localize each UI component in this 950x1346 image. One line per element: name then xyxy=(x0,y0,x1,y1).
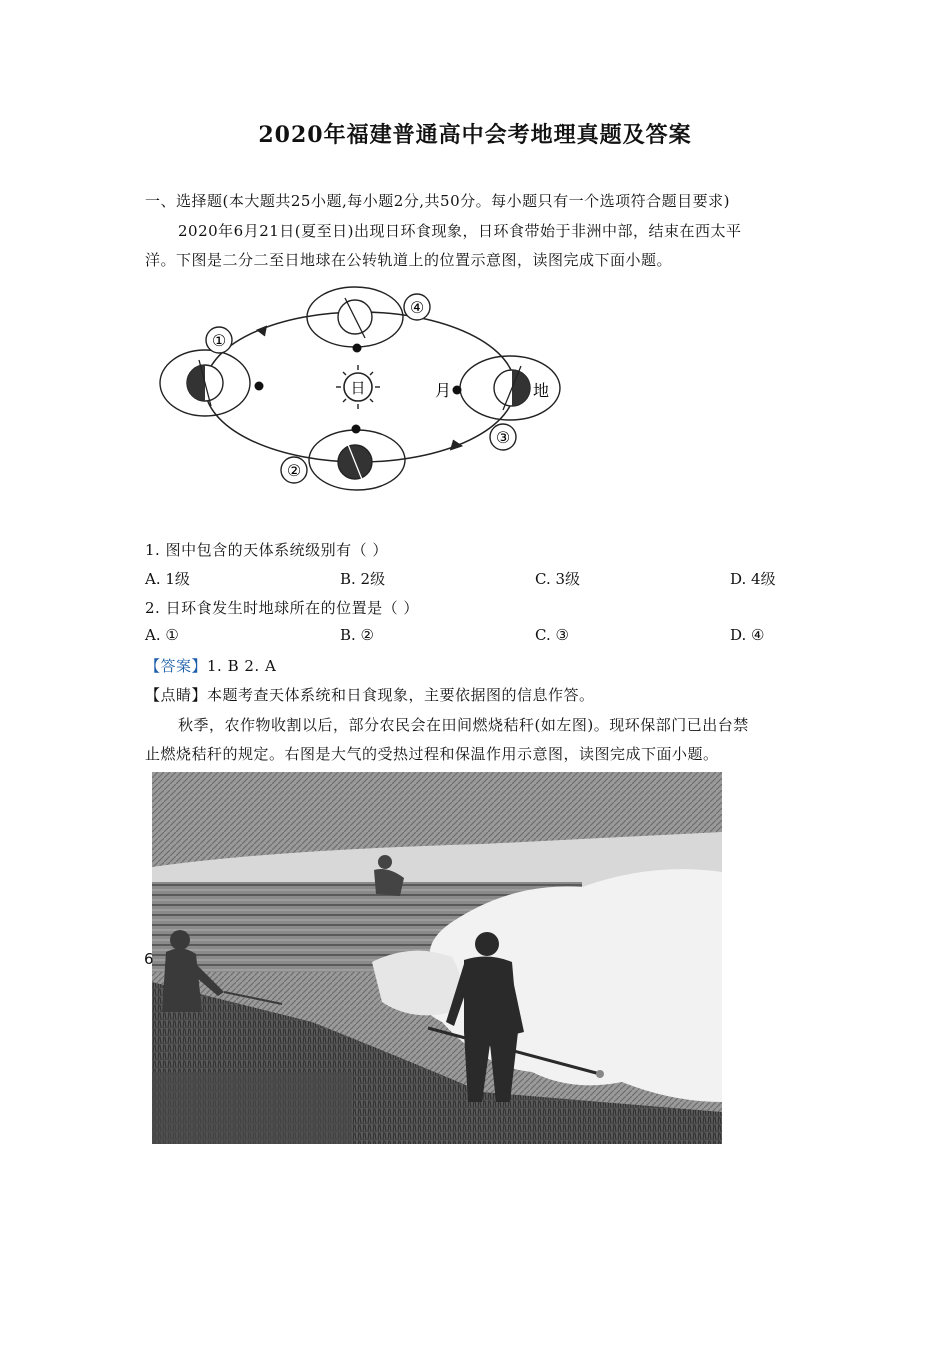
question-2-option-c: C. ③ xyxy=(535,626,569,644)
question-2-option-a: A. ① xyxy=(145,626,179,644)
svg-text:日: 日 xyxy=(350,379,366,397)
position-label-2 xyxy=(281,457,307,483)
section-heading: 一、选择题(本大题共25小题,每小题2分,共50分。每小题只有一个选项符合题目要求) xyxy=(145,192,730,210)
answer-tag: 【答案】 xyxy=(145,657,208,675)
page-title: 2020年福建普通高中会考地理真题及答案 xyxy=(258,122,692,148)
svg-text:①: ① xyxy=(211,331,227,350)
question-1-option-a: A. 1级 xyxy=(145,570,190,588)
moon-dot xyxy=(352,425,361,434)
earth-label: 地 xyxy=(533,381,550,400)
question-2-option-d: D. ④ xyxy=(730,626,765,644)
moon-label: 月 xyxy=(435,381,452,400)
svg-text:④: ④ xyxy=(409,298,425,317)
orbit-arrow-top xyxy=(257,326,267,336)
earth-position-3 xyxy=(435,356,560,420)
comment-text: 本题考查天体系统和日食现象，主要依据图的信息作答。 xyxy=(207,686,595,704)
question-1-stem: 1. 图中包含的天体系统级别有（ ） xyxy=(145,541,388,559)
question-2-stem: 2. 日环食发生时地球所在的位置是（ ） xyxy=(145,599,419,617)
intro-paragraph-2-line-2: 止燃烧秸秆的规定。右图是大气的受热过程和保温作用示意图，读图完成下面小题。 xyxy=(145,745,719,763)
straw-burning-photo xyxy=(152,772,722,1144)
position-label-1 xyxy=(206,327,232,353)
earth-position-2 xyxy=(309,425,405,491)
answer-line xyxy=(145,655,276,676)
intro-paragraph-2-line-1: 秋季，农作物收割以后，部分农民会在田间燃烧秸秆(如左图)。现环保部门已出台禁 xyxy=(178,716,749,734)
earth-position-1 xyxy=(160,350,264,416)
svg-text:②: ② xyxy=(286,461,302,480)
comment-line xyxy=(145,684,595,705)
position-label-3 xyxy=(490,424,516,450)
answer-text: 1. B 2. A xyxy=(207,657,277,675)
question-1-option-b: B. 2级 xyxy=(340,570,386,588)
photo-margin-number: 6 xyxy=(144,950,154,968)
earth-orbit-diagram xyxy=(155,280,565,495)
orbit-arrow-bottom xyxy=(450,440,462,450)
question-2-option-b: B. ② xyxy=(340,626,375,644)
question-1-option-c: C. 3级 xyxy=(535,570,581,588)
intro-paragraph-1-line-1: 2020年6月21日(夏至日)出现日环食现象，日环食带始于非洲中部，结束在西太平 xyxy=(178,222,742,240)
question-1-option-d: D. 4级 xyxy=(730,570,776,588)
position-label-4 xyxy=(404,294,430,320)
sun-icon xyxy=(336,365,380,409)
moon-dot xyxy=(353,344,362,353)
moon-dot xyxy=(255,382,264,391)
moon-dot xyxy=(453,386,462,395)
earth-position-4 xyxy=(307,287,403,353)
intro-paragraph-1-line-2: 洋。下图是二分二至日地球在公转轨道上的位置示意图，读图完成下面小题。 xyxy=(145,251,673,269)
svg-text:③: ③ xyxy=(495,428,511,447)
comment-tag: 【点睛】 xyxy=(145,686,208,704)
